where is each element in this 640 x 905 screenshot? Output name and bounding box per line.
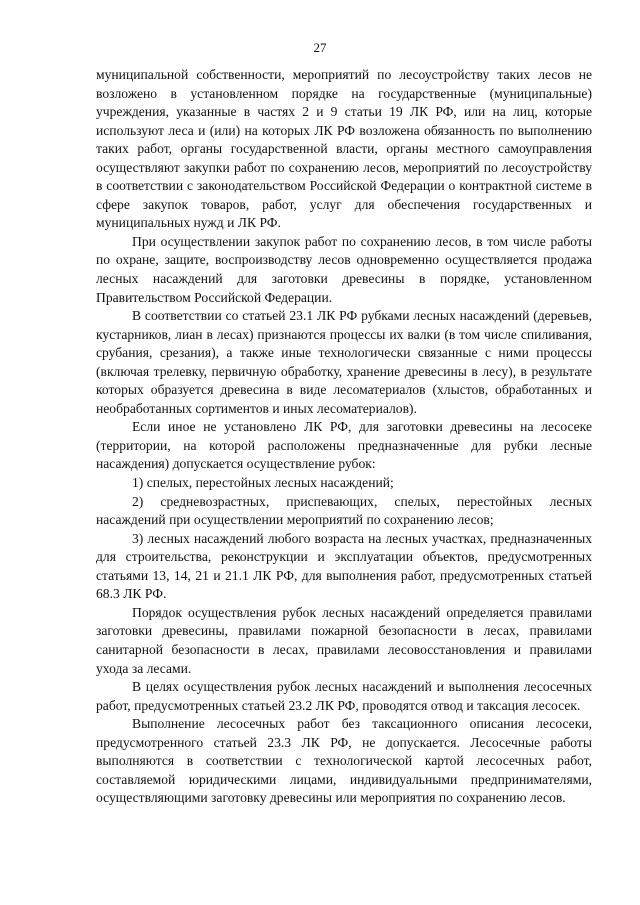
paragraph-allotment: В целях осуществления рубок лесных насаждений и выполнения лесосечных работ, предусмотренных статьей 23.2 ЛК РФ, проводятся отвод и таксация лесосек. (96, 679, 592, 713)
paragraph-procurement: При осуществлении закупок работ по сохранению лесов, в том числе работы по охране, защите, воспроизводству лесов одновременно осуществляется продажа лесных насаждений для заготовки древесины в порядке, установленном Правительством Российской Федерации. (96, 233, 592, 305)
paragraph-article-23-1: В соответствии со статьей 23.1 ЛК РФ рубками лесных насаждений (деревьев, кустарников, лиан в лесах) признаются процессы их валки (в том числе спиливания, срубания, срезания), а также иные технологически связанные с ними процессы (включая трелевку, первичную обработку, хранение древесины в лесу), в результате которых образуется древесина в виде лесоматериалов (хлыстов, обработанных и необработанных сортиментов и иных лесоматериалов). (96, 308, 592, 416)
list-item-1: 1) спелых, перестойных лесных насаждений; (132, 475, 394, 491)
list-item-3: 3) лесных насаждений любого возраста на лесных участках, предназначенных для строительства, реконструкции и эксплуатации объектов, предусмотренных статьями 13, 14, 21 и 21.1 ЛК РФ, для выполнения работ, предусмотренных статьей 68.3 ЛК РФ. (96, 530, 592, 602)
paragraph-felling-allowed: Если иное не установлено ЛК РФ, для заготовки древесины на лесосеке (территории, на которой расположены предназначенные для рубки лесные насаждения) допускается осуществление рубок: (96, 419, 592, 472)
paragraph-felling-rules: Порядок осуществления рубок лесных насаждений определяется правилами заготовки древесины, правилами пожарной безопасности в лесах, правилами санитарной безопасности в лесах, правилами лесовосстановления и правилами ухода за лесами. (96, 604, 592, 676)
page-number: 27 (313, 40, 327, 55)
list-item-2: 2) средневозрастных, приспевающих, спелых, перестойных лесных насаждений при осуществлении мероприятий по сохранению лесов; (96, 493, 592, 528)
paragraph-continuation: муниципальной собственности, мероприятий по лесоустройству таких лесов не возложено в установленном порядке на государственные (муниципальные) учреждения, указанные в частях 2 и 9 статьи 19 ЛК РФ, или на лиц, которые используют леса и (или) на которых ЛК РФ возложена обязанность по выполнению таких работ, органы государственной власти, органы местного самоуправления осуществляют закупки работ по сохранению лесов, мероприятий по лесоустройству в соответствии с законодательством Российской Федерации о контрактной системе в сфере закупок товаров, работ, услуг для обеспечения государственных и муниципальных нужд и ЛК РФ. (96, 67, 592, 231)
document-body (96, 66, 592, 808)
paragraph-taxation: Выполнение лесосечных работ без таксационного описания лесосеки, предусмотренного статьей 23.3 ЛК РФ, не допускается. Лесосечные работы выполняются в соответствии с технологической картой лесосечных работ, составляемой юридическими лицами, индивидуальными предпринимателями, осуществляющими заготовку древесины или мероприятия по сохранению лесов. (96, 716, 592, 806)
